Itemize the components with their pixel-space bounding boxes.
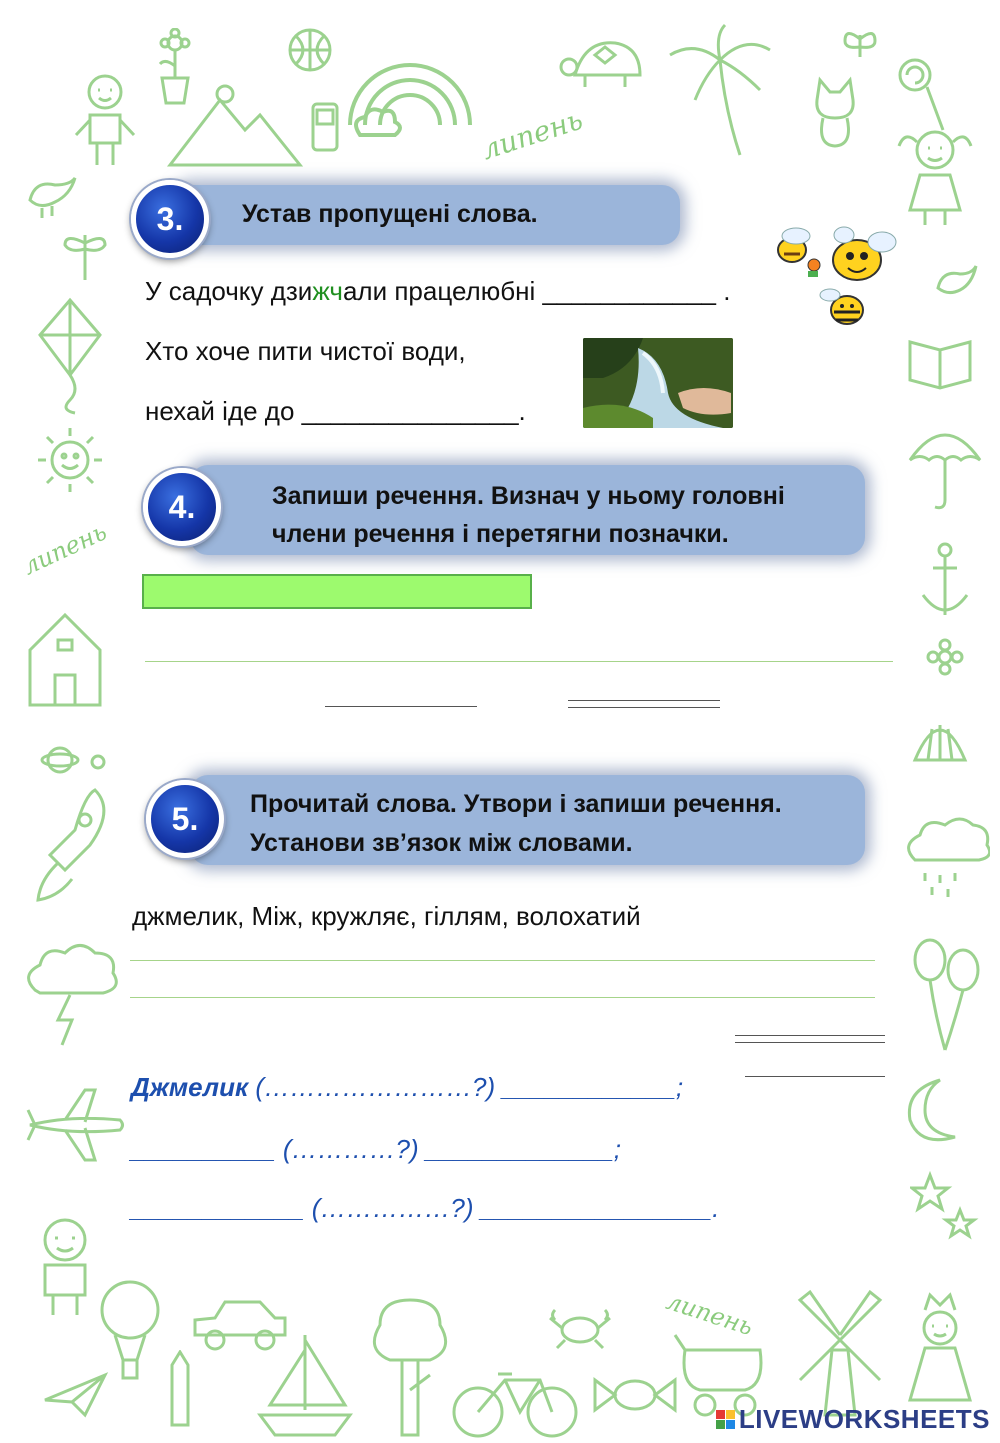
palm-tree-doodle-icon	[665, 20, 775, 160]
mountain-doodle-icon	[165, 80, 305, 170]
task5-answer-line2: __________ (…………?) _____________;	[131, 1134, 622, 1164]
umbrella-doodle-icon	[905, 415, 985, 515]
sentence-answer-input[interactable]	[142, 574, 532, 609]
task3-sentence1-start: У садочку дзи	[145, 276, 313, 306]
task5-write-line-1[interactable]	[130, 960, 875, 961]
task5-write-line-2[interactable]	[130, 997, 875, 998]
rainbow-doodle-icon	[340, 25, 480, 145]
book-doodle-icon	[905, 330, 975, 390]
balloon-doodle-icon	[95, 1275, 165, 1385]
task3-sentence1	[145, 276, 730, 307]
task5-mark-top[interactable]	[735, 1035, 885, 1036]
bees-icon	[762, 210, 902, 340]
task3-sentence2: Хто хоче пити чистої води,	[145, 336, 466, 366]
phone-doodle-icon	[305, 100, 345, 155]
sailboat-doodle-icon	[250, 1330, 360, 1440]
crayon-doodle-icon	[160, 1350, 200, 1430]
liveworksheets-logo-text: LIVEWORKSHEETS	[738, 1404, 990, 1434]
task3-number-badge: 3.	[131, 180, 209, 258]
flowers-doodle-icon	[920, 635, 970, 685]
dragonfly-doodle-icon	[60, 225, 110, 285]
rocket-doodle-icon	[30, 785, 120, 905]
task5-number-badge: 5.	[146, 780, 224, 858]
task3-sentence1-end: али працелюбні ____________ .	[342, 276, 731, 306]
task3-sentence1-highlight: жч	[312, 276, 343, 306]
bird2-doodle-icon	[930, 260, 980, 310]
crab-doodle-icon	[545, 1300, 615, 1350]
balloons-doodle-icon	[905, 935, 985, 1055]
cloud-lightning-doodle-icon	[20, 940, 120, 1050]
task5-mark-bottom[interactable]	[745, 1076, 885, 1077]
task5-title-line1: Прочитай слова. Утвори і запиши речення.	[250, 790, 782, 818]
girl-doodle-icon	[895, 120, 975, 230]
house-doodle-icon	[20, 600, 110, 710]
task5-answer-line1	[131, 1072, 683, 1103]
tree-doodle-icon	[360, 1290, 460, 1440]
rain-cloud-doodle-icon	[900, 815, 990, 905]
sun-doodle-icon	[30, 420, 110, 500]
task4-number-badge: 4.	[143, 468, 221, 546]
predicate-underline-mark-bottom[interactable]	[568, 707, 720, 708]
airplane-doodle-icon	[20, 1080, 130, 1170]
subject-underline-mark[interactable]	[325, 706, 477, 707]
stars-doodle-icon	[910, 1170, 980, 1250]
anchor-doodle-icon	[915, 540, 975, 620]
boy-doodle-icon	[70, 70, 140, 170]
windmill-doodle-icon	[780, 1280, 900, 1420]
moon-doodle-icon	[895, 1075, 965, 1150]
task5-answer-line3: ____________ (……………?) ________________.	[131, 1193, 720, 1223]
task3-title: Устав пропущені слова.	[242, 200, 538, 228]
task4-write-line[interactable]	[145, 661, 893, 662]
doodle-text-bottom: липень	[662, 1286, 757, 1342]
liveworksheets-logo	[716, 1404, 990, 1435]
task5-answer-line1-rest: (……………………?) ____________;	[248, 1072, 684, 1102]
task4-title-line2: члени речення і перетягни позначки.	[272, 520, 729, 548]
task5-title-line2: Установи зв’язок між словами.	[250, 829, 633, 857]
butterfly-doodle-icon	[840, 25, 880, 65]
doodle-text-top: липень	[477, 102, 587, 167]
predicate-underline-mark-top[interactable]	[568, 700, 720, 701]
task4-title-line1: Запиши речення. Визнач у ньому головні	[272, 482, 785, 510]
task5-words: джмелик, Між, кружляє, гіллям, волохатий	[132, 901, 641, 931]
cat-doodle-icon	[805, 70, 865, 150]
liveworksheets-logo-icon	[716, 1410, 735, 1429]
princess-doodle-icon	[900, 1290, 980, 1420]
kite-doodle-icon	[35, 295, 105, 415]
task5-answer-first-word: Джмелик	[131, 1072, 249, 1102]
task5-mark-middle[interactable]	[735, 1042, 885, 1043]
boy2-doodle-icon	[25, 1210, 105, 1320]
paper-plane-doodle-icon	[40, 1370, 110, 1420]
doodle-text-left: липень	[18, 517, 112, 581]
turtle-doodle-icon	[555, 25, 655, 95]
water-spring-photo	[583, 338, 733, 428]
ball-doodle-icon	[285, 25, 335, 75]
shell-doodle-icon	[910, 715, 970, 770]
planet-doodle-icon	[40, 740, 110, 780]
task3-sentence3: нехай іде до _______________.	[145, 396, 526, 426]
bird-doodle-icon	[20, 170, 80, 220]
bicycle-doodle-icon	[450, 1360, 580, 1440]
